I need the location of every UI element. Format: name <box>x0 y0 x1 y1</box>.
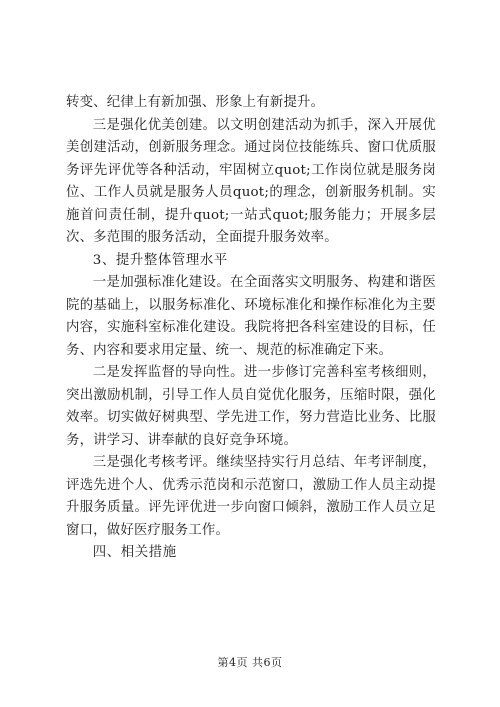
section-heading-management: 3、提升整体管理水平 <box>92 252 228 268</box>
section-heading-measures: 四、相关措施 <box>92 545 177 560</box>
paragraph-supervision: 二是发挥监督的导向性。进一步修订完善科室考核细则，突出激励机制，引导工作人员自觉优化服务，压缩时限，强化效率。切实做好树典型、学先进工作，努力营造比业务、比服务，讲学习、讲奉献的良好竞争环境。 <box>66 365 436 448</box>
page-number-footer: 第4页 共6页 <box>217 656 283 669</box>
paragraph-assessment: 三是强化考核考评。继续坚持实行月总结、年考评制度，评选先进个人、优秀示范岗和示范窗口，激励工作人员主动提升服务质量。评先评优进一步向窗口倾斜，激励工作人员立足窗口，做好医疗服务工作。 <box>66 455 436 538</box>
paragraph-standardization: 一是加强标准化建设。在全面落实文明服务、构建和谐医院的基础上，以服务标准化、环境标准化和操作标准化为主要内容，实施科室标准化建设。我院将把各科室建设的目标，任务、内容和要求用定量、统一、规范的标准确定下来。 <box>66 275 436 358</box>
document-body <box>66 92 436 565</box>
paragraph-continuation: 转变、纪律上有新加强、形象上有新提升。 <box>66 95 325 110</box>
paragraph-excellence-creation: 三是强化优美创建。以文明创建活动为抓手，深入开展优美创建活动，创新服务理念。通过岗位技能练兵、窗口优质服务评先评优等各种活动，牢固树立quot;工作岗位就是服务岗位、工作人员就是服务人员quot;的理念，创新服务机制。实施首问责任制，提升quot;一站式quot;服务能力；开展多层次、多范围的服务活动，全面提升服务效率。 <box>66 117 436 245</box>
